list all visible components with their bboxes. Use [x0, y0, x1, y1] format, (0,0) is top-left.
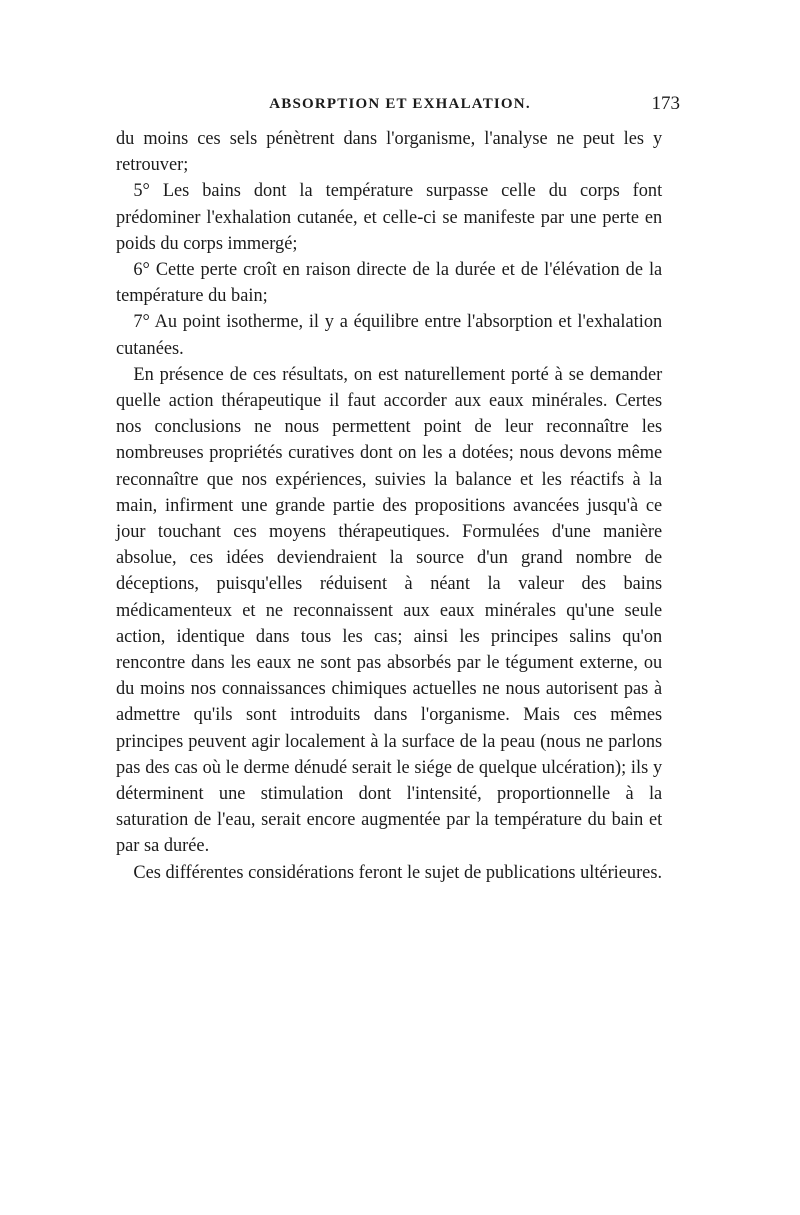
running-title: ABSORPTION ET EXHALATION. [269, 96, 531, 112]
paragraph-conclusion-6: 6° Cette perte croît en raison directe de la durée et de l'élévation de la température du bain; [116, 259, 663, 307]
running-head [116, 93, 684, 122]
paragraph-closing: Ces différentes considérations feront le sujet de publications ultérieures. [133, 861, 663, 883]
paragraph-continuation: du moins ces sels pénètrent dans l'organisme, l'analyse ne peut les y retrouver; [116, 128, 663, 176]
paragraph-conclusion-7: 7° Au point isotherme, il y a équilibre entre l'absorption et l'exhalation cutanées. [116, 311, 663, 359]
paragraph-conclusion-5: 5° Les bains dont la température surpasse celle du corps font prédominer l'exhalation cutanée, et celle-ci se manifeste par une perte en poids du corps immergé; [116, 180, 663, 254]
body-text [116, 126, 662, 886]
paragraph-discussion: En présence de ces résultats, on est naturellement porté à se demander quelle action thérapeutique il faut accorder aux eaux minérales. Certes nos conclusions ne nous permettent point de leur reconnaître les nombreuses propriétés curatives dont on les a dotées; nous devons même reconnaître que nos expériences, suivies la balance et les réactifs à la main, infirment une grande partie des propositions avancées jusqu'à ce jour touchant ces moyens thérapeutiques. Formulées d'une manière absolue, ces idées deviendraient la source d'un grand nombre de déceptions, puisqu'elles réduisent à néant la valeur des bains médicamenteux et ne reconnaissent aux eaux minérales qu'une seule action, identique dans tous les cas; ainsi les principes salins qu'on rencontre dans les eaux ne sont pas absorbés par le tégument externe, ou du moins nos connaissances chimiques actuelles ne nous autorisent pas à admettre qu'ils sont introduits dans l'organisme. Mais ces mêmes principes peuvent agir localement à la surface de la peau (nous ne parlons pas des cas où le derme dénudé serait le siége de quelque ulcération); ils y déterminent une stimulation dont l'intensité, proportionnelle à la saturation de l'eau, serait encore augmentée par la température du bain et par sa durée. [116, 363, 663, 857]
page-number: 173 [651, 93, 680, 114]
